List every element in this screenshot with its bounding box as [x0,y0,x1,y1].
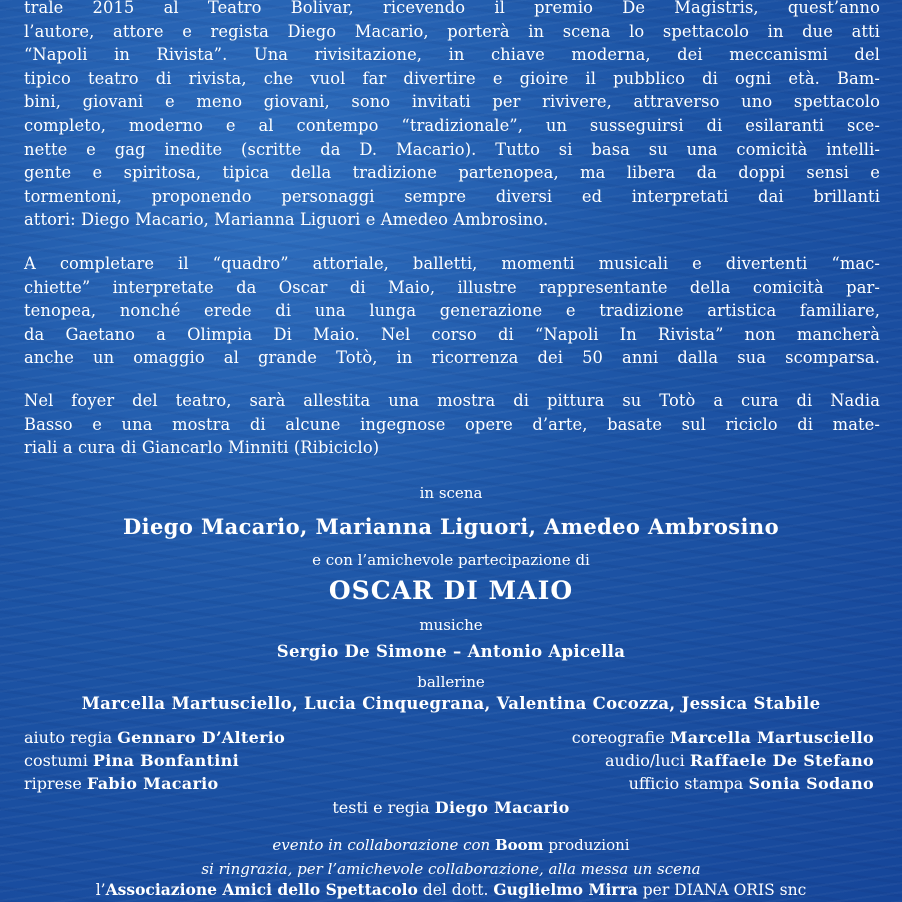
credit-costumi [24,751,239,770]
intro-line: attori: Diego Macario, Marianna Liguori e Amedeo Ambrosino. [24,210,549,230]
credit-role: coreografie [571,728,665,747]
in-scena-label: in scena [419,484,483,502]
credit-audio-luci [605,751,874,770]
credit-riprese [24,774,219,793]
credit-name: Gennaro D’Alterio [117,728,286,747]
credit-role: costumi [24,751,88,770]
credit-role: riprese [24,774,82,793]
intro-paragraph [24,0,880,232]
second-line: tenopea, nonché erede di una lunga generazione e tradizione artistica familiare, [24,301,880,321]
direction-name: Diego Macario [434,798,570,817]
direction-credit [0,798,902,817]
credit-name: Raffaele De Stefano [689,751,874,770]
third-line: Nel foyer del teatro, sarà allestita una mostra di pittura su Totò a cura di Nadia [24,391,880,410]
collab-prefix: evento in collaborazione con [272,836,491,854]
third-paragraph [24,389,880,460]
second-line: chiette” interpretate da Oscar di Maio, illustre rappresentante della comicità par- [24,277,880,297]
intro-line: l’autore, attore e regista Diego Macario, porterà in scena lo spettacolo in due atti [24,21,880,41]
second-line: anche un omaggio al grande Totò, in ricorrenza dei 50 anni dalla sua scomparsa. [24,348,880,368]
third-line: riali a cura di Giancarlo Minniti (Ribiciclo) [24,438,380,458]
collab-name: Boom [494,836,544,854]
credit-name: Sonia Sodano [748,774,874,793]
assoc-prefix: l’ [95,881,106,899]
intro-line: nette e gag inedite (scritte da D. Macario). Tutto si basa su una comicità intelli- [24,139,880,159]
association-line [0,880,902,899]
intro-line: trale 2015 al Teatro Bolivar, ricevendo il premio De Magistris, quest’anno [24,0,880,17]
credit-role: ufficio stampa [628,774,744,793]
assoc-suffix: per DIANA ORIS snc [642,881,807,899]
dancers-label: ballerine [417,673,485,691]
assoc-mid: del dott. [422,881,489,899]
participation-label: e con l’amichevole partecipazione di [312,551,590,569]
credit-coreografie [572,728,874,747]
third-line: Basso e una mostra di alcune ingegnose opere d’arte, basate sul riciclo di mate- [24,414,880,434]
credit-ufficio-stampa [629,774,874,793]
credit-name: Pina Bonfantini [92,751,239,770]
intro-line: tipico teatro di rivista, che vuol far divertire e gioire il pubblico di ogni età. Bam- [24,68,880,88]
guest-star: OSCAR DI MAIO [328,576,574,605]
collaboration-line [0,836,902,854]
second-line: A completare il “quadro” attoriale, balletti, momenti musicali e divertenti “mac- [24,254,880,273]
credit-role: audio/luci [604,751,685,770]
credit-aiuto-regia [24,728,285,747]
doctor-name: Guglielmo Mirra [493,880,638,899]
association-name: Associazione Amici dello Spettacolo [105,880,418,899]
credit-name: Fabio Macario [86,774,219,793]
direction-role: testi e regia [332,798,430,817]
intro-line: completo, moderno e al contempo “tradizionale”, un susseguirsi di esilaranti sce- [24,115,880,135]
intro-line: gente e spiritosa, tipica della tradizione partenopea, ma libera da doppi sensi e [24,163,880,183]
intro-line: tormentoni, proponendo personaggi sempre diversi ed interpretati dai brillanti [24,186,880,206]
intro-line: bini, giovani e meno giovani, sono invitati per rivivere, attraverso uno spettacolo [24,92,880,112]
dancers-names: Marcella Martusciello, Lucia Cinquegrana, Valentina Cocozza, Jessica Stabile [81,694,821,713]
collab-suffix: produzioni [548,836,630,854]
second-paragraph [24,252,880,370]
music-names: Sergio De Simone – Antonio Apicella [276,642,626,661]
thanks-line: si ringrazia, per l’amichevole collaborazione, alla messa un scena [201,860,701,878]
intro-line: “Napoli in Rivista”. Una rivisitazione, in chiave moderna, dei meccanismi del [24,45,880,65]
main-actors: Diego Macario, Marianna Liguori, Amedeo Ambrosino [123,514,779,539]
credit-name: Marcella Martusciello [669,728,874,747]
music-label: musiche [419,616,483,634]
credit-role: aiuto regia [24,728,113,747]
second-line: da Gaetano a Olimpia Di Maio. Nel corso di “Napoli In Rivista” non mancherà [24,324,880,344]
